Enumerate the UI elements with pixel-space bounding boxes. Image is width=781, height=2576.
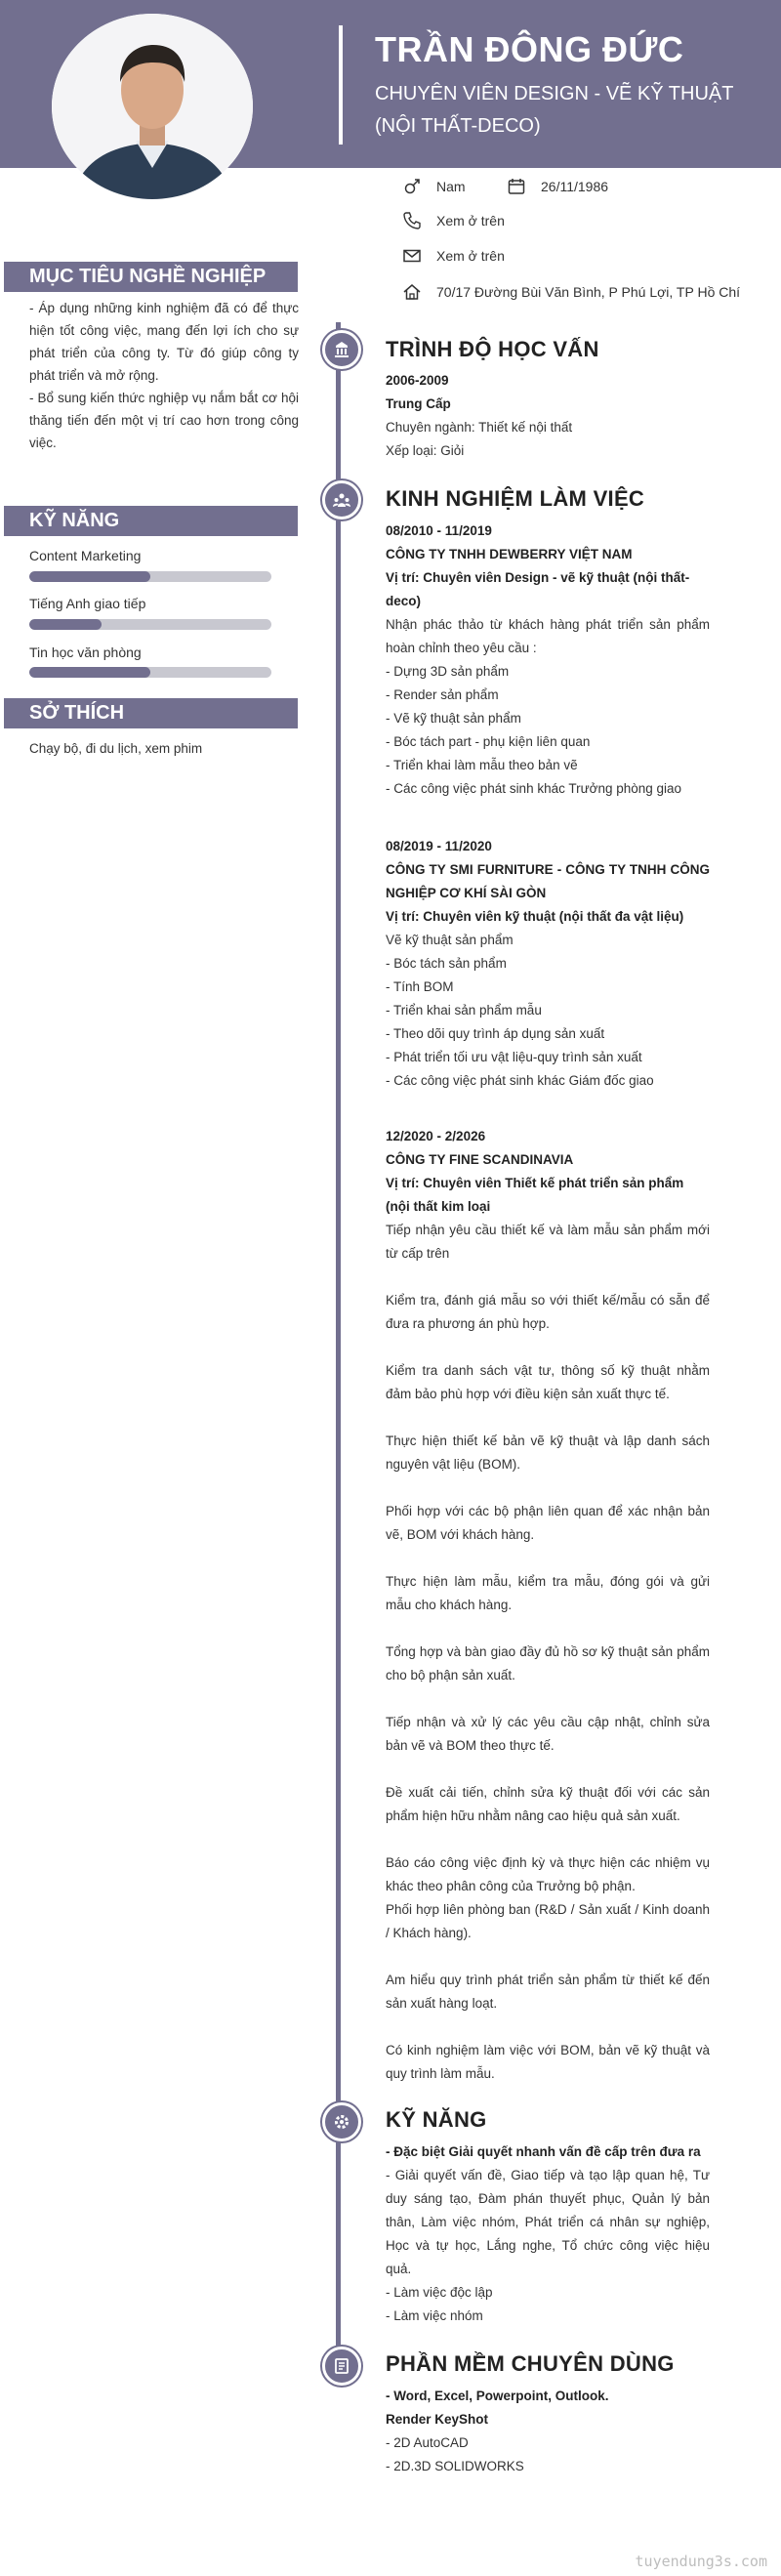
job-2-company: CÔNG TY SMI FURNITURE - CÔNG TY TNHH CÔNG NGHIỆP CƠ KHÍ SÀI GÒN — [386, 862, 710, 900]
skill-bar-fill-3 — [29, 667, 150, 678]
job-3-paragraph: Am hiểu quy trình phát triển sản phẩm từ thiết kế đến sản xuất hàng loạt. — [386, 1973, 710, 2011]
job-3-paragraph: Tiếp nhận và xử lý các yêu cầu cập nhật, chỉnh sửa bản vẽ và BOM theo thực tế. — [386, 1715, 710, 1753]
skill-bar-fill-2 — [29, 619, 102, 630]
skill-bar-2 — [29, 619, 271, 630]
software-dot — [322, 2347, 361, 2386]
job-3-paragraph: Báo cáo công việc định kỳ và thực hiện các nhiệm vụ khác theo phân công của Trưởng bộ phận. — [386, 1855, 710, 1893]
software-icon — [332, 2356, 351, 2376]
software-line: - 2D AutoCAD — [386, 2435, 469, 2450]
avatar — [52, 14, 253, 199]
address-value: 70/17 Đường Bùi Văn Bình, P Phú Lợi, TP Hồ Chí — [436, 284, 741, 300]
timeline-line — [336, 322, 341, 2379]
job-3-company: CÔNG TY FINE SCANDINAVIA — [386, 1152, 574, 1167]
gender-value: Nam — [436, 179, 466, 194]
education-heading: TRÌNH ĐỘ HỌC VẤN — [386, 337, 599, 361]
software-block — [386, 2385, 710, 2478]
job-2-period: 08/2019 - 11/2020 — [386, 839, 492, 853]
school-icon — [332, 340, 351, 359]
experience-dot — [322, 480, 361, 519]
job-2-position: Vị trí: Chuyên viên kỹ thuật (nội thất đa vật liệu) — [386, 909, 684, 924]
job-3-paragraph: Tổng hợp và bàn giao đầy đủ hồ sơ kỹ thuật sản phẩm cho bộ phận sản xuất. — [386, 1644, 710, 1683]
job-2-line: - Tính BOM — [386, 979, 454, 994]
job-3 — [386, 1125, 710, 2086]
gender-icon — [401, 176, 423, 197]
job-3-paragraph: Thực hiện làm mẫu, kiểm tra mẫu, đóng gói và gửi mẫu cho khách hàng. — [386, 1574, 710, 1612]
job-2 — [386, 835, 710, 1093]
software-line: - Word, Excel, Powerpoint, Outlook. — [386, 2389, 609, 2403]
gear-icon — [332, 2112, 351, 2132]
header-divider — [339, 25, 343, 145]
skill-name-3: Tin học văn phòng — [29, 644, 142, 660]
skill-name-2: Tiếng Anh giao tiếp — [29, 596, 146, 611]
job-1-period: 08/2010 - 11/2019 — [386, 523, 492, 538]
job-2-line: - Bóc tách sản phẩm — [386, 956, 507, 971]
hobbies-text: Chạy bộ, đi du lịch, xem phim — [29, 741, 203, 756]
job-2-line: - Các công việc phát sinh khác Giám đốc giao — [386, 1073, 654, 1088]
email-icon — [401, 245, 423, 267]
watermark-text: tuyendung3s.com — [635, 2553, 767, 2570]
software-line: - 2D.3D SOLIDWORKS — [386, 2459, 524, 2473]
skills-right-block — [386, 2140, 710, 2328]
email-row — [401, 245, 505, 267]
job-1-line: - Render sản phẩm — [386, 687, 499, 702]
job-3-paragraph: Phối hợp với các bộ phận liên quan để xác nhận bản vẽ, BOM với khách hàng. — [386, 1504, 710, 1542]
job-1-line: - Vẽ kỹ thuật sản phẩm — [386, 711, 521, 726]
education-dot — [322, 330, 361, 369]
education-grade: Xếp loại: Giỏi — [386, 443, 465, 458]
job-1-line: - Các công việc phát sinh khác Trưởng phòng giao — [386, 781, 682, 796]
job-3-period: 12/2020 - 2/2026 — [386, 1129, 486, 1143]
job-2-line: - Triển khai sản phẩm mẫu — [386, 1003, 542, 1018]
skills-highlight: - Đặc biệt Giải quyết nhanh vấn đề cấp trên đưa ra — [386, 2144, 701, 2159]
email-value: Xem ở trên — [436, 248, 505, 264]
job-3-paragraph: Thực hiện thiết kế bản vẽ kỹ thuật và lập danh sách nguyên vật liệu (BOM). — [386, 1433, 710, 1472]
skills-desc: - Giải quyết vấn đề, Giao tiếp và tạo lập quan hệ, Tư duy sáng tạo, Đàm phán thuyết phục, Quản lý bản thân, Làm việc nhóm, Phát triển cá nhân sự nghiệp, Học và tự học, Lắng nghe, Tổ chức công việc hiệu quả. — [386, 2168, 710, 2276]
skills-line: - Làm việc độc lập — [386, 2285, 493, 2300]
job-1 — [386, 519, 710, 801]
objective-heading: MỤC TIÊU NGHỀ NGHIỆP — [4, 262, 298, 292]
birthday-value: 26/11/1986 — [541, 179, 609, 194]
job-3-position: Vị trí: Chuyên viên Thiết kế phát triển sản phẩm (nội thất kim loại — [386, 1176, 684, 1214]
job-3-paragraph: Có kinh nghiệm làm việc với BOM, bản vẽ kỹ thuật và quy trình làm mẫu. — [386, 2043, 710, 2081]
education-school: Trung Cấp — [386, 396, 451, 411]
portrait-image — [52, 14, 253, 199]
objective-line-2: - Bổ sung kiến thức nghiệp vụ nắm bắt cơ hội thăng tiến đến một vị trí cao hơn trong công việc. — [29, 391, 299, 450]
skill-bar-1 — [29, 571, 271, 582]
job-3-paragraph: Tiếp nhận yêu cầu thiết kế và làm mẫu sản phẩm mới từ cấp trên — [386, 1223, 710, 1261]
job-1-position: Vị trí: Chuyên viên Design - vẽ kỹ thuật (nội thất-deco) — [386, 570, 690, 608]
job-3-paragraph: Phối hợp liên phòng ban (R&D / Sản xuất / Kinh doanh / Khách hàng). — [386, 1902, 710, 1940]
education-block — [386, 369, 710, 463]
hobbies-heading: SỞ THÍCH — [4, 698, 298, 728]
candidate-name: TRẦN ĐÔNG ĐỨC — [375, 29, 684, 69]
objective-text — [29, 297, 299, 454]
skills-heading-right: KỸ NĂNG — [386, 2107, 487, 2132]
job-1-line: - Triển khai làm mẫu theo bản vẽ — [386, 758, 578, 772]
skill-name-1: Content Marketing — [29, 548, 142, 563]
birthday-row — [506, 176, 608, 197]
job-3-paragraph: Đề xuất cải tiến, chỉnh sửa kỹ thuật đối với các sản phẩm hiện hữu nhằm nâng cao hiệu quả sản xuất. — [386, 1785, 710, 1823]
skills-heading-left: KỸ NĂNG — [4, 506, 298, 536]
job-1-company: CÔNG TY TNHH DEWBERRY VIỆT NAM — [386, 547, 633, 561]
software-line: Render KeyShot — [386, 2412, 489, 2427]
address-row — [401, 281, 740, 303]
job-2-line: - Phát triển tối ưu vật liệu-quy trình sản xuất — [386, 1050, 642, 1064]
objective-line-1: - Áp dụng những kinh nghiệm đã có để thực hiện tốt công việc, mang đến lợi ích cho sự phát triển của công ty. Từ đó giúp công ty phát triển và mở rộng. — [29, 301, 299, 383]
skills-dot — [322, 2102, 361, 2141]
home-icon — [401, 281, 423, 303]
team-icon — [332, 490, 351, 510]
calendar-icon — [506, 176, 527, 197]
job-title: CHUYÊN VIÊN DESIGN - VẼ KỸ THUẬT (NỘI THẤT-DECO) — [375, 83, 734, 137]
skills-line: - Làm việc nhóm — [386, 2308, 483, 2323]
gender-row — [401, 176, 466, 197]
phone-row — [401, 210, 505, 231]
experience-heading: KINH NGHIỆM LÀM VIỆC — [386, 486, 645, 511]
job-2-line: - Theo dõi quy trình áp dụng sản xuất — [386, 1026, 605, 1041]
job-2-line: Vẽ kỹ thuật sản phẩm — [386, 933, 514, 947]
job-1-line: - Dựng 3D sản phẩm — [386, 664, 510, 679]
skill-bar-fill-1 — [29, 571, 150, 582]
job-1-line: Nhận phác thảo từ khách hàng phát triển sản phẩm hoàn chỉnh theo yêu cầu : — [386, 617, 710, 655]
job-3-paragraph: Kiểm tra danh sách vật tư, thông số kỹ thuật nhằm đảm bảo phù hợp với điều kiện sản xuất thực tế. — [386, 1363, 710, 1401]
phone-icon — [401, 210, 423, 231]
job-1-line: - Bóc tách part - phụ kiện liên quan — [386, 734, 591, 749]
skill-bar-3 — [29, 667, 271, 678]
education-major: Chuyên ngành: Thiết kế nội thất — [386, 420, 573, 435]
education-period: 2006-2009 — [386, 373, 449, 388]
job-3-paragraph: Kiểm tra, đánh giá mẫu so với thiết kế/mẫu có sẵn để đưa ra phương án phù hợp. — [386, 1293, 710, 1331]
phone-value: Xem ở trên — [436, 213, 505, 229]
software-heading: PHẦN MỀM CHUYÊN DÙNG — [386, 2351, 675, 2376]
